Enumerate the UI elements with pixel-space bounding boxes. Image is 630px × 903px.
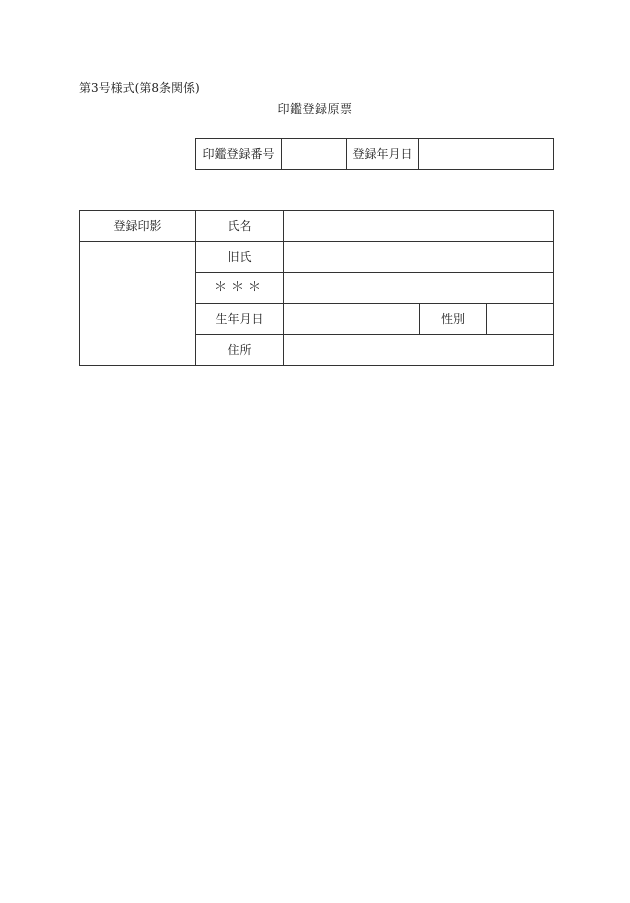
seal-impression-label: 登録印影 [80, 211, 196, 242]
masked-label: ＊＊＊ [196, 273, 284, 304]
registration-table [195, 138, 554, 170]
former-name-label: 旧氏 [196, 242, 284, 273]
registration-date-field[interactable] [419, 139, 554, 170]
birth-date-label: 生年月日 [196, 304, 284, 335]
masked-field[interactable] [284, 273, 554, 304]
birth-date-field[interactable] [284, 304, 420, 335]
gender-field[interactable] [487, 304, 554, 335]
registration-row [196, 139, 554, 170]
registration-number-label: 印鑑登録番号 [196, 139, 282, 170]
registration-date-label: 登録年月日 [347, 139, 419, 170]
former-name-field[interactable] [284, 242, 554, 273]
registration-number-field[interactable] [282, 139, 347, 170]
document-title: 印鑑登録原票 [277, 102, 353, 116]
seal-registration-table [79, 210, 554, 366]
name-label: 氏名 [196, 211, 284, 242]
seal-impression-field[interactable] [80, 242, 196, 366]
table-row [80, 242, 554, 273]
form-number: 第3号様式(第8条関係) [79, 81, 200, 95]
name-field[interactable] [284, 211, 554, 242]
address-field[interactable] [284, 335, 554, 366]
gender-label: 性別 [420, 304, 487, 335]
address-label: 住所 [196, 335, 284, 366]
table-row [80, 211, 554, 242]
